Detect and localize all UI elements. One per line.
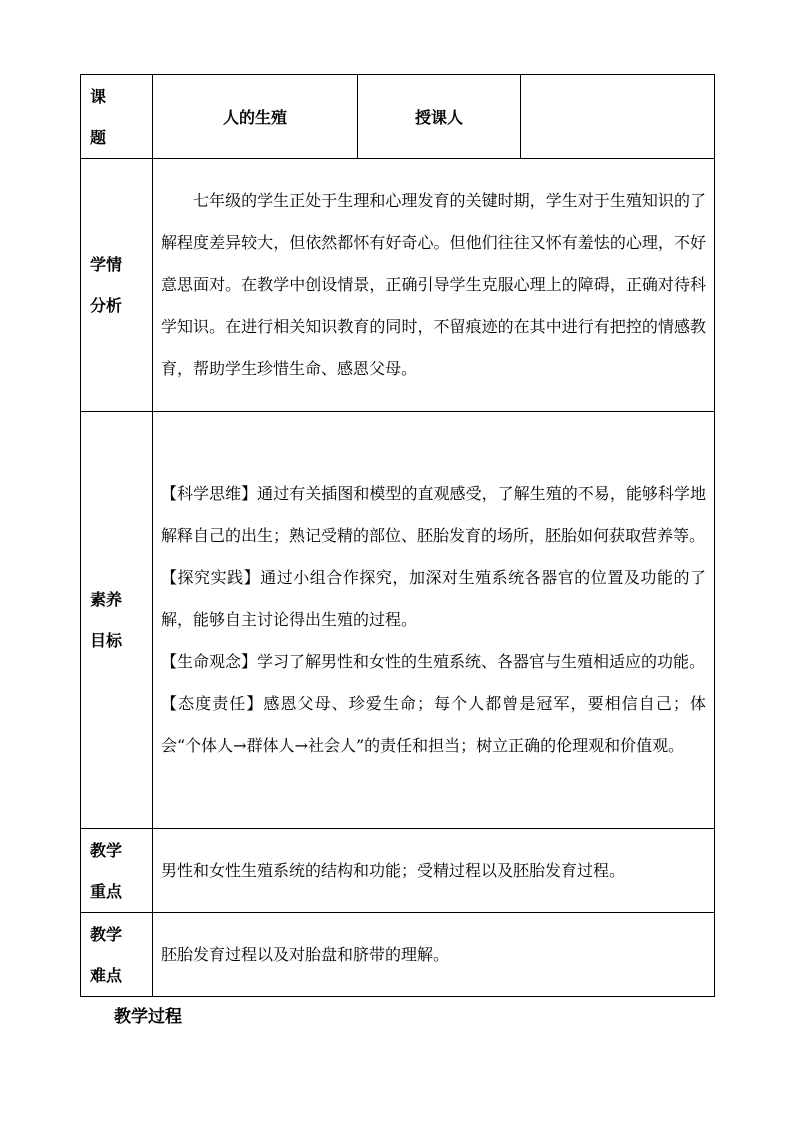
goals-row (81, 412, 715, 829)
difficulties-text: 胚胎发育过程以及对胎盘和脐带的理解。 (161, 944, 450, 964)
topic-label-line1: 课 (90, 86, 107, 106)
goal-inquiry-practice: 【探究实践】通过小组合作探究，加深对生殖系统各器官的位置及功能的了解，能够自主讨论得出生殖的过程。 (161, 568, 706, 629)
key-points-row (81, 829, 715, 913)
goals-label-line1: 素养 (90, 590, 123, 609)
goals-label-line2: 目标 (90, 631, 123, 650)
difficulties-label (81, 913, 153, 997)
goals-content (153, 412, 715, 829)
section-title: 教学过程 (114, 1007, 182, 1027)
goal-attitude-responsibility: 【态度责任】感恩父母、珍爱生命；每个人都曾是冠军，要相信自己；体会“个体人→群体人→社会人”的责任和担当；树立正确的伦理观和价值观。 (161, 694, 706, 755)
analysis-row (81, 159, 715, 412)
goal-life-concept: 【生命观念】学习了解男性和女性的生殖系统、各器官与生殖相适应的功能。 (161, 652, 706, 671)
topic-label-line2: 题 (90, 127, 107, 147)
key-points-content (153, 829, 715, 913)
difficulties-content (153, 913, 715, 997)
analysis-content (153, 159, 715, 412)
analysis-label-line2: 分析 (90, 296, 123, 315)
analysis-label-line1: 学情 (90, 255, 123, 274)
difficulties-row (81, 913, 715, 997)
difficulties-label-line2: 难点 (90, 965, 123, 985)
key-points-label-line2: 重点 (90, 881, 123, 901)
analysis-label (81, 159, 153, 412)
goal-scientific-thinking: 【科学思维】通过有关插图和模型的直观感受，了解生殖的不易，能够科学地解释自己的出生；熟记受精的部位、胚胎发育的场所，胚胎如何获取营养等。 (161, 484, 706, 545)
key-points-label (81, 829, 153, 913)
lesson-plan-table (80, 74, 715, 997)
key-points-label-line1: 教学 (90, 840, 123, 860)
topic-label (81, 75, 153, 159)
teacher-label: 授课人 (358, 75, 521, 159)
topic-value: 人的生殖 (153, 75, 358, 159)
difficulties-label-line1: 教学 (90, 924, 123, 944)
key-points-text: 男性和女性生殖系统的结构和功能；受精过程以及胚胎发育过程。 (161, 860, 626, 880)
teacher-value (521, 75, 715, 159)
topic-row (81, 75, 715, 159)
goals-label (81, 412, 153, 829)
analysis-text: 七年级的学生正处于生理和心理发育的关键时期，学生对于生殖知识的了解程度差异较大，但依然都怀有好奇心。但他们往往又怀有羞怯的心理，不好意思面对。在教学中创设情景，正确引导学生克服心理上的障碍，正确对待科学知识。在进行相关知识教育的同时，不留痕迹的在其中进行有把控的情感教育，帮助学生珍惜生命、感恩父母。 (161, 191, 706, 378)
